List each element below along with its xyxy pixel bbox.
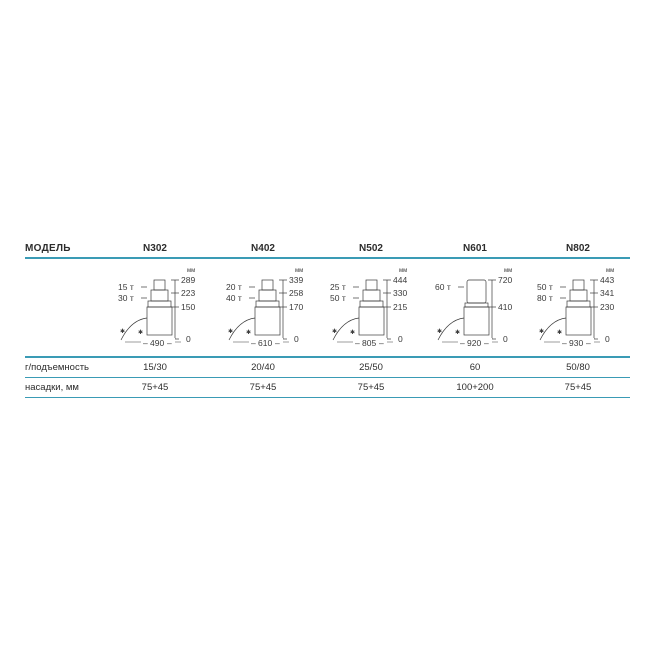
diagram-n502 xyxy=(325,260,425,350)
svg-text:0: 0 xyxy=(398,334,403,344)
capacity-row-label: г/подъемность xyxy=(25,362,89,373)
svg-text:мм: мм xyxy=(295,268,304,274)
svg-text:✱: ✱ xyxy=(557,330,563,336)
capacity-n601: 60 xyxy=(469,362,481,373)
spec-table xyxy=(25,238,630,408)
svg-text:40 т: 40 т xyxy=(226,293,242,303)
svg-text:170: 170 xyxy=(289,302,304,312)
svg-text:920: 920 xyxy=(467,338,482,348)
capacity-n402: 20/40 xyxy=(251,362,275,373)
svg-text:490: 490 xyxy=(150,338,165,348)
svg-text:330: 330 xyxy=(393,288,408,298)
svg-text:341: 341 xyxy=(600,288,615,298)
nozzles-n802: 75+45 xyxy=(564,382,592,393)
svg-text:✱: ✱ xyxy=(350,330,356,336)
nozzles-n601: 100+200 xyxy=(456,382,494,393)
model-name-n302: N302 xyxy=(143,243,167,254)
svg-text:–: – xyxy=(251,338,256,348)
svg-text:✱: ✱ xyxy=(332,329,338,335)
svg-text:230: 230 xyxy=(600,302,615,312)
capacity-n302: 15/30 xyxy=(143,362,167,373)
diagram-rule xyxy=(25,356,630,358)
svg-text:мм: мм xyxy=(399,268,408,274)
capacity-n502: 25/50 xyxy=(359,362,383,373)
svg-text:50 т: 50 т xyxy=(330,293,346,303)
svg-text:✱: ✱ xyxy=(539,329,545,335)
svg-text:410: 410 xyxy=(498,302,513,312)
jack-diagram-icon xyxy=(221,260,321,350)
model-name-n502: N502 xyxy=(359,243,383,254)
svg-text:805: 805 xyxy=(362,338,377,348)
svg-text:15 т: 15 т xyxy=(118,282,134,292)
svg-text:258: 258 xyxy=(289,288,304,298)
svg-text:339: 339 xyxy=(289,275,304,285)
svg-text:✱: ✱ xyxy=(120,329,126,335)
header-model-label: МОДЕЛЬ xyxy=(25,243,71,254)
svg-text:444: 444 xyxy=(393,275,408,285)
model-name-n802: N802 xyxy=(566,243,590,254)
jack-diagram-icon xyxy=(532,260,632,350)
capacity-n802: 50/80 xyxy=(566,362,590,373)
svg-text:80 т: 80 т xyxy=(537,293,553,303)
svg-text:610: 610 xyxy=(258,338,273,348)
svg-text:223: 223 xyxy=(181,288,196,298)
svg-text:–: – xyxy=(167,338,172,348)
capacity-rule xyxy=(25,377,630,378)
svg-text:✱: ✱ xyxy=(455,330,461,336)
svg-text:289: 289 xyxy=(181,275,196,285)
svg-text:✱: ✱ xyxy=(138,330,144,336)
svg-text:0: 0 xyxy=(186,334,191,344)
svg-text:25 т: 25 т xyxy=(330,282,346,292)
svg-text:20 т: 20 т xyxy=(226,282,242,292)
svg-text:мм: мм xyxy=(606,268,615,274)
diagram-n601 xyxy=(430,260,530,350)
svg-text:✱: ✱ xyxy=(228,329,234,335)
model-name-n601: N601 xyxy=(463,243,487,254)
svg-text:720: 720 xyxy=(498,275,513,285)
svg-text:0: 0 xyxy=(294,334,299,344)
svg-text:–: – xyxy=(484,338,489,348)
svg-text:✱: ✱ xyxy=(246,330,252,336)
svg-text:30 т: 30 т xyxy=(118,293,134,303)
nozzles-n502: 75+45 xyxy=(357,382,385,393)
svg-text:215: 215 xyxy=(393,302,408,312)
svg-text:–: – xyxy=(275,338,280,348)
svg-text:50 т: 50 т xyxy=(537,282,553,292)
svg-text:–: – xyxy=(355,338,360,348)
nozzles-n402: 75+45 xyxy=(249,382,277,393)
diagram-n302 xyxy=(113,260,213,350)
nozzles-rule xyxy=(25,397,630,398)
svg-text:–: – xyxy=(586,338,591,348)
svg-text:60 т: 60 т xyxy=(435,282,451,292)
svg-text:мм: мм xyxy=(187,268,196,274)
svg-text:0: 0 xyxy=(605,334,610,344)
svg-text:443: 443 xyxy=(600,275,615,285)
jack-diagram-icon xyxy=(430,260,530,350)
svg-text:–: – xyxy=(379,338,384,348)
jack-diagram-icon xyxy=(325,260,425,350)
jack-diagram-icon xyxy=(113,260,213,350)
diagram-n402 xyxy=(221,260,321,350)
svg-text:–: – xyxy=(460,338,465,348)
nozzles-n302: 75+45 xyxy=(141,382,169,393)
diagram-n802 xyxy=(532,260,632,350)
svg-text:мм: мм xyxy=(504,268,513,274)
svg-text:0: 0 xyxy=(503,334,508,344)
svg-text:✱: ✱ xyxy=(437,329,443,335)
nozzles-row-label: насадки, мм xyxy=(25,382,79,393)
model-name-n402: N402 xyxy=(251,243,275,254)
svg-text:–: – xyxy=(562,338,567,348)
header-rule xyxy=(25,257,630,259)
svg-text:–: – xyxy=(143,338,148,348)
svg-text:150: 150 xyxy=(181,302,196,312)
svg-text:930: 930 xyxy=(569,338,584,348)
